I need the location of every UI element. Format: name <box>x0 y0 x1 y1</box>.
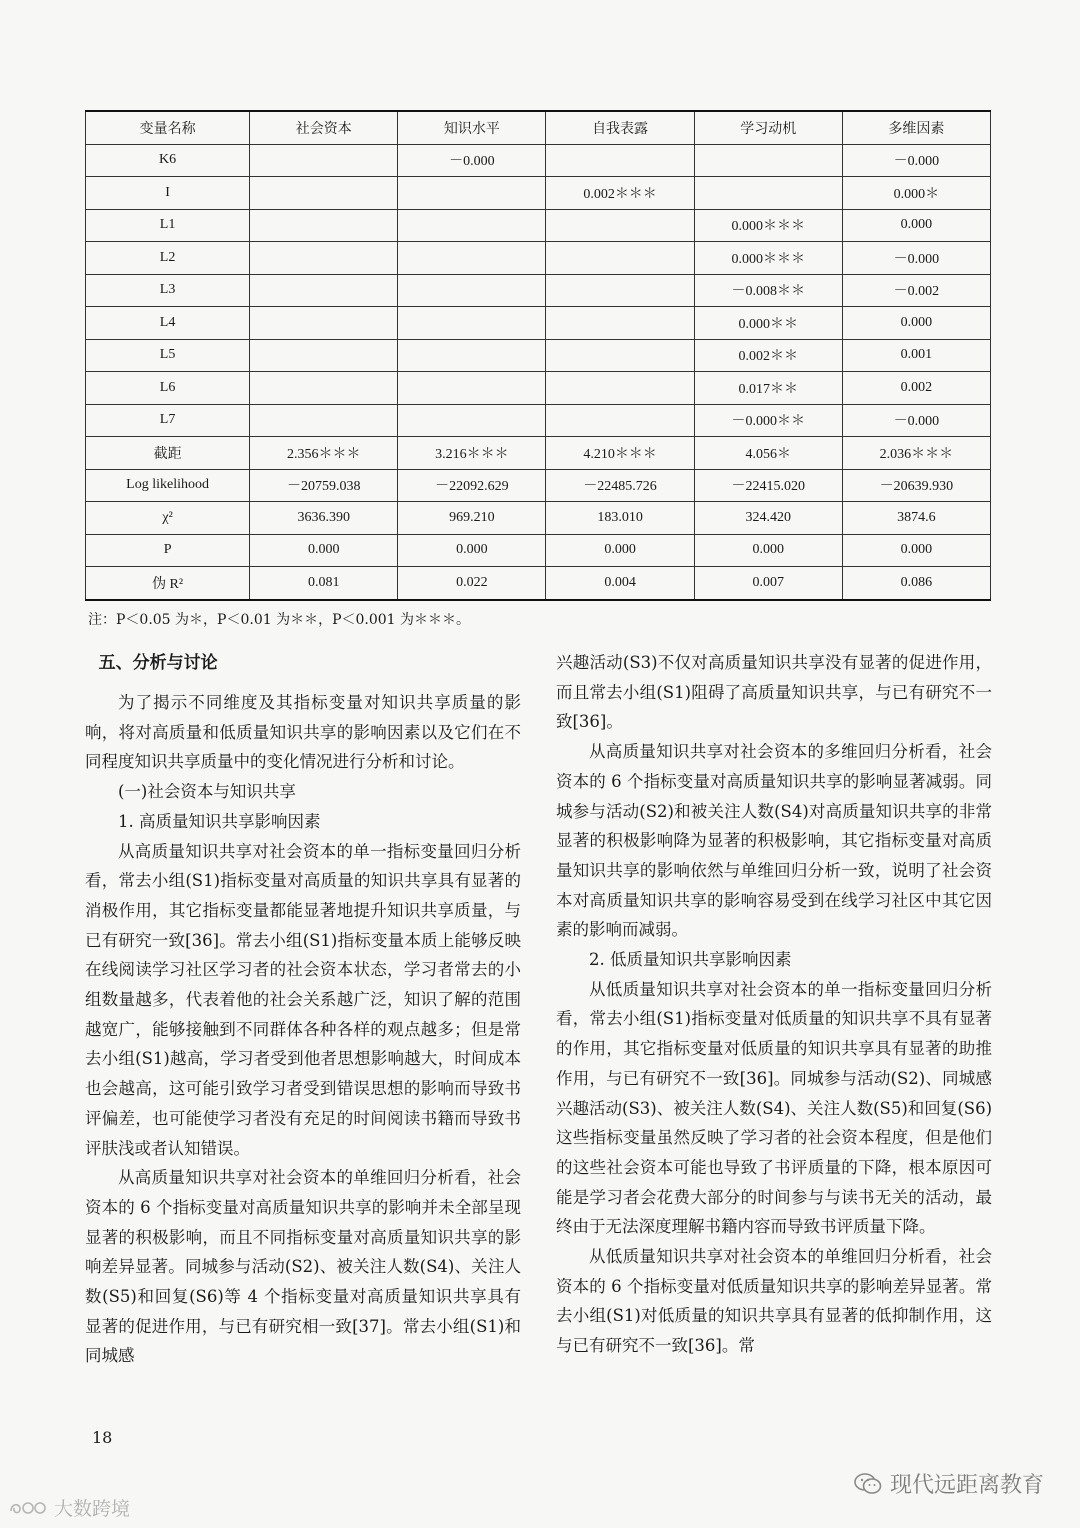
table-cell <box>250 209 398 242</box>
table-cell <box>546 274 694 307</box>
variable-name-cell: L3 <box>86 274 250 307</box>
watermark-text: 现代远距离教育 <box>889 1473 1044 1498</box>
table-cell: 0.086 <box>842 567 990 600</box>
brand-logo-icon <box>8 1499 48 1517</box>
table-cell <box>546 339 694 372</box>
variable-name-cell: L5 <box>86 339 250 372</box>
variable-name-cell: K6 <box>86 144 250 177</box>
table-header-row <box>86 111 991 144</box>
table-cell: 4.210＊＊＊ <box>546 437 694 470</box>
table-cell: 0.000 <box>842 534 990 567</box>
table-cell: 324.420 <box>694 502 842 535</box>
table-cell: 3636.390 <box>250 502 398 535</box>
table-cell <box>546 307 694 340</box>
table-note: 注：P＜0.05 为＊，P＜0.01 为＊＊，P＜0.001 为＊＊＊。 <box>88 612 471 628</box>
paragraph: 从低质量知识共享对社会资本的单一指标变量回归分析看，常去小组(S1)指标变量对低质量的知识共享不具有显著的作用，其它指标变量对低质量的知识共享具有显著的助推作用，与已有研究不一致[36]。同城参与活动(S2)、同城感兴趣活动(S3)、被关注人数(S4)、关注人数(S5)和回复(S6)这些指标变量虽然反映了学习者的社会资本程度，但是他们的这些社会资本可能也导致了书评质量的下降，根本原因可能是学习者会花费大部分的时间参与与读书无关的活动，最终由于无法深度理解书籍内容而导致书评质量下降。 <box>556 979 992 1237</box>
table-cell: 0.000 <box>842 307 990 340</box>
table-cell <box>250 404 398 437</box>
table-cell: 0.002＊＊＊ <box>546 177 694 210</box>
table-cell <box>398 242 546 275</box>
table-row <box>86 567 991 600</box>
page-number: 18 <box>92 1428 113 1447</box>
variable-name-cell: χ² <box>86 502 250 535</box>
table-cell: 0.000 <box>842 209 990 242</box>
table-cell <box>250 274 398 307</box>
table-cell: 0.000＊＊＊ <box>694 209 842 242</box>
watermark-wechat <box>854 1468 1044 1499</box>
table-row <box>86 404 991 437</box>
table-header-cell: 变量名称 <box>86 111 250 144</box>
watermark-brand <box>8 1494 130 1521</box>
table-row <box>86 242 991 275</box>
variable-name-cell: P <box>86 534 250 567</box>
table-cell <box>694 177 842 210</box>
table-cell: －22092.629 <box>398 469 546 502</box>
paragraph: 从高质量知识共享对社会资本的多维回归分析看，社会资本的 6 个指标变量对高质量知识共享的影响显著减弱。同城参与活动(S2)和被关注人数(S4)对高质量知识共享的非常显著的积极影响降为显著的积极影响，其它指标变量对高质量知识共享的影响依然与单维回归分析一致，说明了社会资本对高质量知识共享的影响容易受到在线学习社区中其它因素的影响而减弱。 <box>556 742 992 940</box>
table-cell: 0.000 <box>546 534 694 567</box>
table-row <box>86 469 991 502</box>
table-cell: 0.000＊＊＊ <box>694 242 842 275</box>
variable-name-cell: I <box>86 177 250 210</box>
table-cell: 0.004 <box>546 567 694 600</box>
table-cell <box>398 372 546 405</box>
variable-name-cell: L7 <box>86 404 250 437</box>
table-cell <box>546 144 694 177</box>
table-cell <box>546 209 694 242</box>
table-cell: －20639.930 <box>842 469 990 502</box>
table-cell: 0.000 <box>694 534 842 567</box>
section-heading: 五、分析与讨论 <box>98 653 218 673</box>
table-cell <box>546 404 694 437</box>
variable-name-cell: L6 <box>86 372 250 405</box>
table-cell <box>250 372 398 405</box>
table-cell: 0.002＊＊ <box>694 339 842 372</box>
table-row <box>86 502 991 535</box>
table-row <box>86 372 991 405</box>
table-cell: －0.000 <box>398 144 546 177</box>
table-cell: 969.210 <box>398 502 546 535</box>
table-header-cell: 自我表露 <box>546 111 694 144</box>
table-row <box>86 534 991 567</box>
watermark-text: 大数跨境 <box>54 1498 131 1520</box>
variable-name-cell: 截距 <box>86 437 250 470</box>
table-cell <box>250 307 398 340</box>
paragraph: 兴趣活动(S3)不仅对高质量知识共享没有显著的促进作用，而且常去小组(S1)阻碍了高质量知识共享，与已有研究不一致[36]。 <box>556 653 992 732</box>
table-cell <box>546 372 694 405</box>
table-row <box>86 144 991 177</box>
table-cell <box>250 144 398 177</box>
table-cell: 2.356＊＊＊ <box>250 437 398 470</box>
table-cell <box>398 177 546 210</box>
table-cell: 3874.6 <box>842 502 990 535</box>
paragraph: 从高质量知识共享对社会资本的单一指标变量回归分析看，常去小组(S1)指标变量对高质量的知识共享具有显著的消极作用，其它指标变量都能显著地提升知识共享质量，与已有研究一致[36]。常去小组(S1)指标变量本质上能够反映在线阅读学习社区学习者的社会资本状态，学习者常去的小组数量越多，代表着他的社会关系越广泛，知识了解的范围越宽广，能够接触到不同群体各种各样的观点越多；但是常去小组(S1)越高，学习者受到他者思想影响越大，时间成本也会越高，这可能引致学习者受到错误思想的影响而导致书评偏差，也可能使学习者没有充足的时间阅读书籍而导致书评肤浅或者认知错误。 <box>85 841 521 1158</box>
table-cell <box>694 144 842 177</box>
regression-table <box>85 110 991 601</box>
table-cell <box>250 339 398 372</box>
table-header-cell: 学习动机 <box>694 111 842 144</box>
table-cell: 0.007 <box>694 567 842 600</box>
table-header-cell: 多维因素 <box>842 111 990 144</box>
table-cell <box>398 274 546 307</box>
table-cell: －22415.020 <box>694 469 842 502</box>
table-cell: －0.002 <box>842 274 990 307</box>
table-row <box>86 177 991 210</box>
table-row <box>86 209 991 242</box>
table-cell <box>546 242 694 275</box>
table-cell <box>398 404 546 437</box>
table-cell: 4.056＊ <box>694 437 842 470</box>
table-cell: 2.036＊＊＊ <box>842 437 990 470</box>
table-cell: 0.000 <box>250 534 398 567</box>
table-cell: 0.000 <box>398 534 546 567</box>
subsection-heading: (一)社会资本与知识共享 <box>118 782 296 802</box>
table-cell <box>398 339 546 372</box>
table-cell: －0.000 <box>842 404 990 437</box>
table-cell: －22485.726 <box>546 469 694 502</box>
table-cell: －0.000 <box>842 144 990 177</box>
wechat-icon <box>854 1473 882 1495</box>
table-cell <box>398 209 546 242</box>
subsection-heading: 1. 高质量知识共享影响因素 <box>118 811 321 831</box>
table-cell: 0.000＊＊ <box>694 307 842 340</box>
paragraph: 为了揭示不同维度及其指标变量对知识共享质量的影响，将对高质量和低质量知识共享的影响因素以及它们在不同程度知识共享质量中的变化情况进行分析和讨论。 <box>85 693 521 772</box>
table-cell: －0.008＊＊ <box>694 274 842 307</box>
table-cell <box>398 307 546 340</box>
table-cell: 0.022 <box>398 567 546 600</box>
variable-name-cell: L4 <box>86 307 250 340</box>
table-cell: 0.002 <box>842 372 990 405</box>
paragraph: 从高质量知识共享对社会资本的单维回归分析看，社会资本的 6 个指标变量对高质量知识共享的影响并未全部呈现显著的积极影响，而且不同指标变量对高质量知识共享的影响差异显著。同城参与活动(S2)、被关注人数(S4)、关注人数(S5)和回复(S6)等 4 个指标变量对高质量知识共享具有显著的促进作用，与已有研究相一致[37]。常去小组(S1)和同城感 <box>85 1168 521 1366</box>
table-row <box>86 307 991 340</box>
table-cell: 3.216＊＊＊ <box>398 437 546 470</box>
table-row <box>86 437 991 470</box>
table-row <box>86 339 991 372</box>
table-cell: 0.000＊ <box>842 177 990 210</box>
table-cell: －20759.038 <box>250 469 398 502</box>
table-header-cell: 社会资本 <box>250 111 398 144</box>
paragraph: 从低质量知识共享对社会资本的单维回归分析看，社会资本的 6 个指标变量对低质量知识共享的影响差异显著。常去小组(S1)对低质量的知识共享具有显著的低抑制作用，这与已有研究不一致[36]。常 <box>556 1247 992 1356</box>
table-row <box>86 274 991 307</box>
table-cell <box>250 177 398 210</box>
table-cell: －0.000＊＊ <box>694 404 842 437</box>
variable-name-cell: L2 <box>86 242 250 275</box>
table-cell: －0.000 <box>842 242 990 275</box>
variable-name-cell: 伪 R² <box>86 567 250 600</box>
variable-name-cell: Log likelihood <box>86 469 250 502</box>
table-header-cell: 知识水平 <box>398 111 546 144</box>
left-column <box>85 648 521 1371</box>
table-cell: 0.001 <box>842 339 990 372</box>
table-cell: 0.081 <box>250 567 398 600</box>
subsection-heading: 2. 低质量知识共享影响因素 <box>589 950 792 970</box>
table-cell <box>250 242 398 275</box>
variable-name-cell: L1 <box>86 209 250 242</box>
table-cell: 183.010 <box>546 502 694 535</box>
right-column <box>556 648 992 1361</box>
table-cell: 0.017＊＊ <box>694 372 842 405</box>
